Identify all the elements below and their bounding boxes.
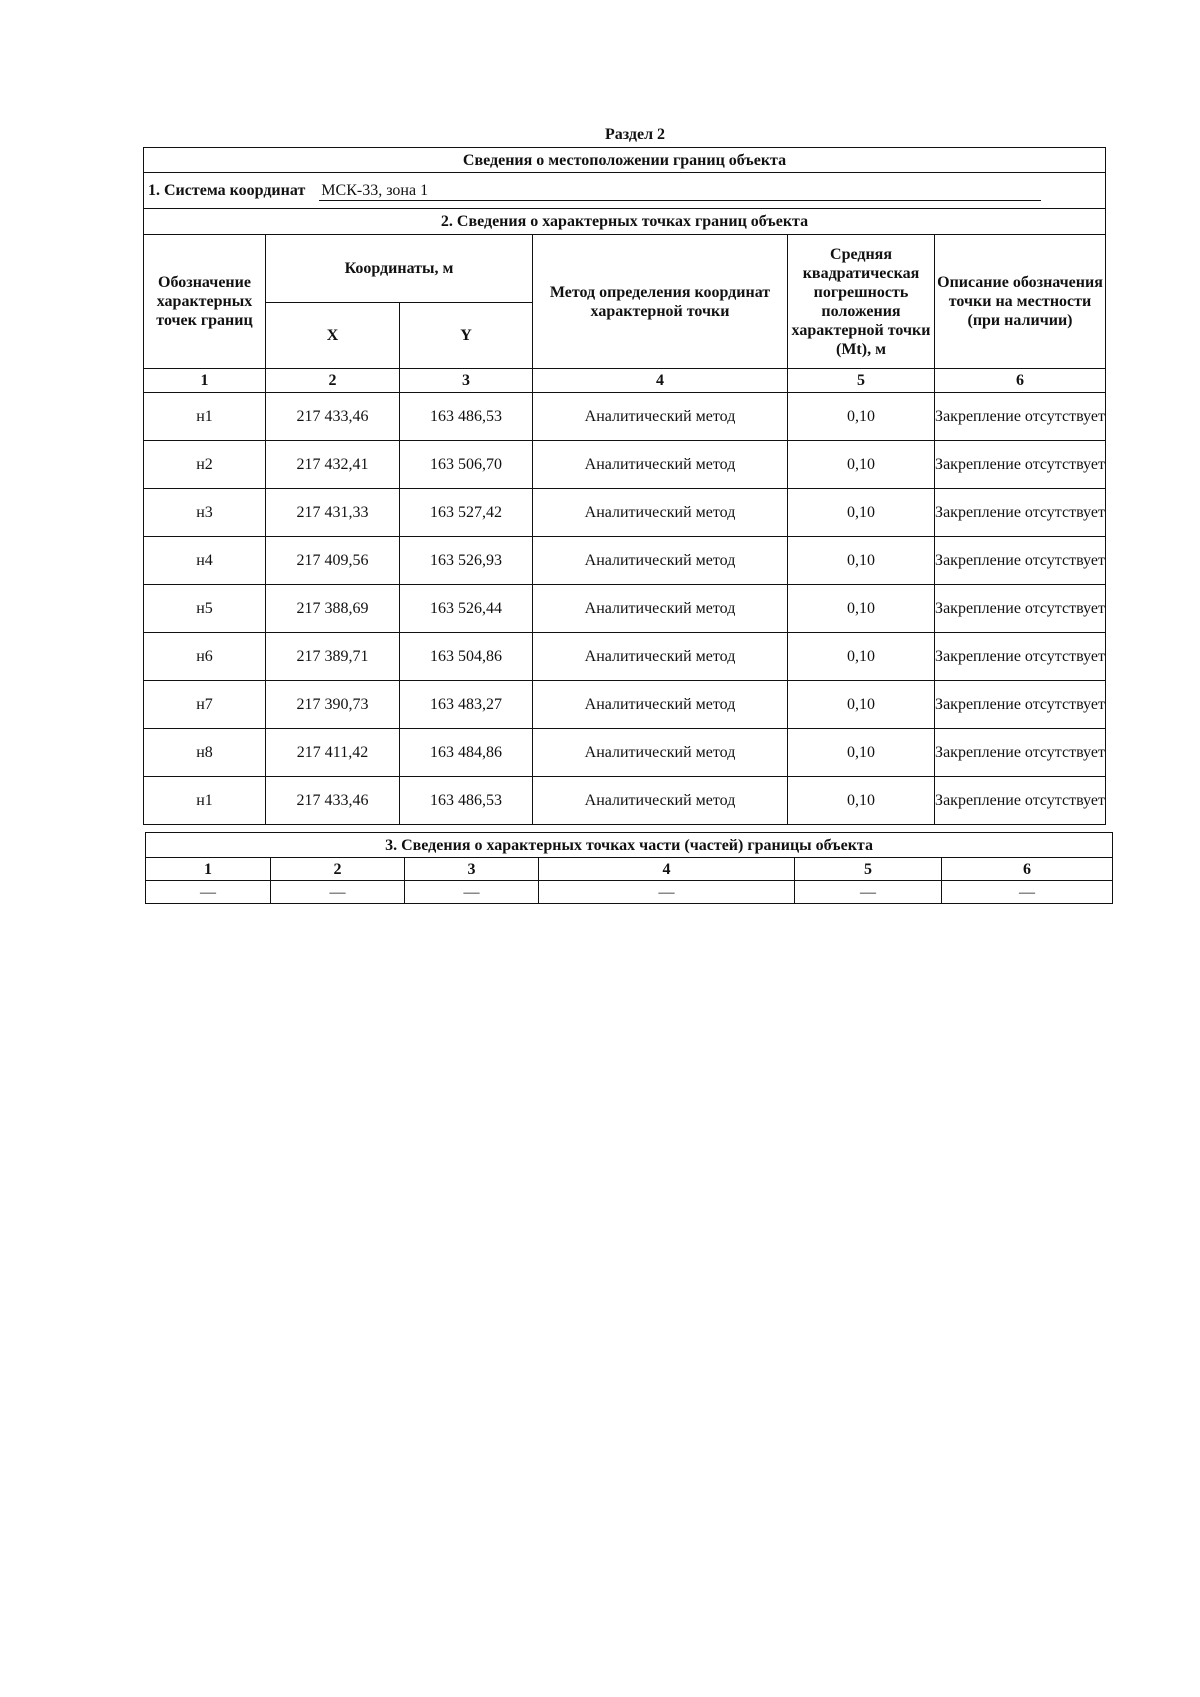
- point-description: Закрепление отсутствует: [935, 777, 1106, 825]
- point-name: н1: [144, 393, 266, 441]
- point-y: 163 483,27: [400, 681, 533, 729]
- point-method: Аналитический метод: [533, 441, 788, 489]
- point-name: н8: [144, 729, 266, 777]
- part-boundary-table: [145, 832, 1113, 904]
- table-row: [144, 585, 1106, 633]
- point-y: 163 526,93: [400, 537, 533, 585]
- point-mt: 0,10: [788, 537, 935, 585]
- point-name: н6: [144, 633, 266, 681]
- point-x: 217 433,46: [266, 777, 400, 825]
- point-description: Закрепление отсутствует: [935, 585, 1106, 633]
- point-y: 163 486,53: [400, 393, 533, 441]
- point-y: 163 526,44: [400, 585, 533, 633]
- point-x: 217 431,33: [266, 489, 400, 537]
- point-y: 163 504,86: [400, 633, 533, 681]
- part-column-number: 1: [146, 858, 271, 881]
- point-method: Аналитический метод: [533, 777, 788, 825]
- point-method: Аналитический метод: [533, 729, 788, 777]
- point-y: 163 527,42: [400, 489, 533, 537]
- point-method: Аналитический метод: [533, 537, 788, 585]
- point-mt: 0,10: [788, 729, 935, 777]
- point-name: н3: [144, 489, 266, 537]
- table-row: [144, 441, 1106, 489]
- point-description: Закрепление отсутствует: [935, 681, 1106, 729]
- point-method: Аналитический метод: [533, 489, 788, 537]
- table-row: [144, 729, 1106, 777]
- point-x: 217 432,41: [266, 441, 400, 489]
- column-number: 6: [935, 369, 1106, 393]
- point-y: 163 484,86: [400, 729, 533, 777]
- point-x: 217 433,46: [266, 393, 400, 441]
- column-number: 5: [788, 369, 935, 393]
- coord-system-value: МСК-33, зона 1: [319, 181, 1041, 201]
- points-section-title: 2. Сведения о характерных точках границ объекта: [144, 209, 1106, 235]
- coord-system-label: 1. Система координат: [148, 181, 306, 199]
- part-cell: —: [146, 881, 271, 904]
- section-heading: Раздел 2: [604, 126, 666, 143]
- table-row: [144, 393, 1106, 441]
- table-row: [144, 489, 1106, 537]
- point-mt: 0,10: [788, 585, 935, 633]
- point-method: Аналитический метод: [533, 393, 788, 441]
- part-column-number: 5: [795, 858, 942, 881]
- part-cell: —: [405, 881, 539, 904]
- part-column-number: 6: [942, 858, 1113, 881]
- point-name: н2: [144, 441, 266, 489]
- point-description: Закрепление отсутствует: [935, 633, 1106, 681]
- column-number: 4: [533, 369, 788, 393]
- column-number: 1: [144, 369, 266, 393]
- point-name: н4: [144, 537, 266, 585]
- point-description: Закрепление отсутствует: [935, 393, 1106, 441]
- table-row: [144, 537, 1106, 585]
- point-method: Аналитический метод: [533, 681, 788, 729]
- point-description: Закрепление отсутствует: [935, 489, 1106, 537]
- point-method: Аналитический метод: [533, 633, 788, 681]
- point-x: 217 388,69: [266, 585, 400, 633]
- column-number: 2: [266, 369, 400, 393]
- header-error: Средняя квадратическая погрешность положения характерной точки (Mt), м: [788, 235, 935, 369]
- header-method: Метод определения координат характерной точки: [533, 235, 788, 369]
- header-y: Y: [400, 303, 533, 369]
- point-method: Аналитический метод: [533, 585, 788, 633]
- point-y: 163 506,70: [400, 441, 533, 489]
- part-cell: —: [271, 881, 405, 904]
- point-description: Закрепление отсутствует: [935, 729, 1106, 777]
- coord-system-row: [144, 173, 1106, 209]
- column-number: 3: [400, 369, 533, 393]
- point-mt: 0,10: [788, 633, 935, 681]
- part-column-number: 4: [539, 858, 795, 881]
- table-row: [144, 777, 1106, 825]
- point-mt: 0,10: [788, 777, 935, 825]
- part-column-number: 2: [271, 858, 405, 881]
- point-name: н7: [144, 681, 266, 729]
- point-mt: 0,10: [788, 441, 935, 489]
- part-section-title: 3. Сведения о характерных точках части (частей) границы объекта: [146, 833, 1113, 858]
- header-description: Описание обозначения точки на местности (при наличии): [935, 235, 1106, 369]
- table-row: [144, 633, 1106, 681]
- header-x: X: [266, 303, 400, 369]
- point-x: 217 411,42: [266, 729, 400, 777]
- point-x: 217 409,56: [266, 537, 400, 585]
- point-name: н1: [144, 777, 266, 825]
- part-cell: —: [539, 881, 795, 904]
- table-row: [144, 681, 1106, 729]
- point-mt: 0,10: [788, 393, 935, 441]
- point-description: Закрепление отсутствует: [935, 441, 1106, 489]
- point-mt: 0,10: [788, 489, 935, 537]
- header-coords: Координаты, м: [266, 235, 533, 303]
- header-designation: Обозначение характерных точек границ: [144, 235, 266, 369]
- boundary-table: [143, 147, 1106, 825]
- point-x: 217 389,71: [266, 633, 400, 681]
- part-cell: —: [942, 881, 1113, 904]
- point-mt: 0,10: [788, 681, 935, 729]
- point-name: н5: [144, 585, 266, 633]
- part-column-number: 3: [405, 858, 539, 881]
- part-cell: —: [795, 881, 942, 904]
- table-row: [146, 881, 1113, 904]
- main-title: Сведения о местоположении границ объекта: [144, 148, 1106, 173]
- point-x: 217 390,73: [266, 681, 400, 729]
- point-description: Закрепление отсутствует: [935, 537, 1106, 585]
- point-y: 163 486,53: [400, 777, 533, 825]
